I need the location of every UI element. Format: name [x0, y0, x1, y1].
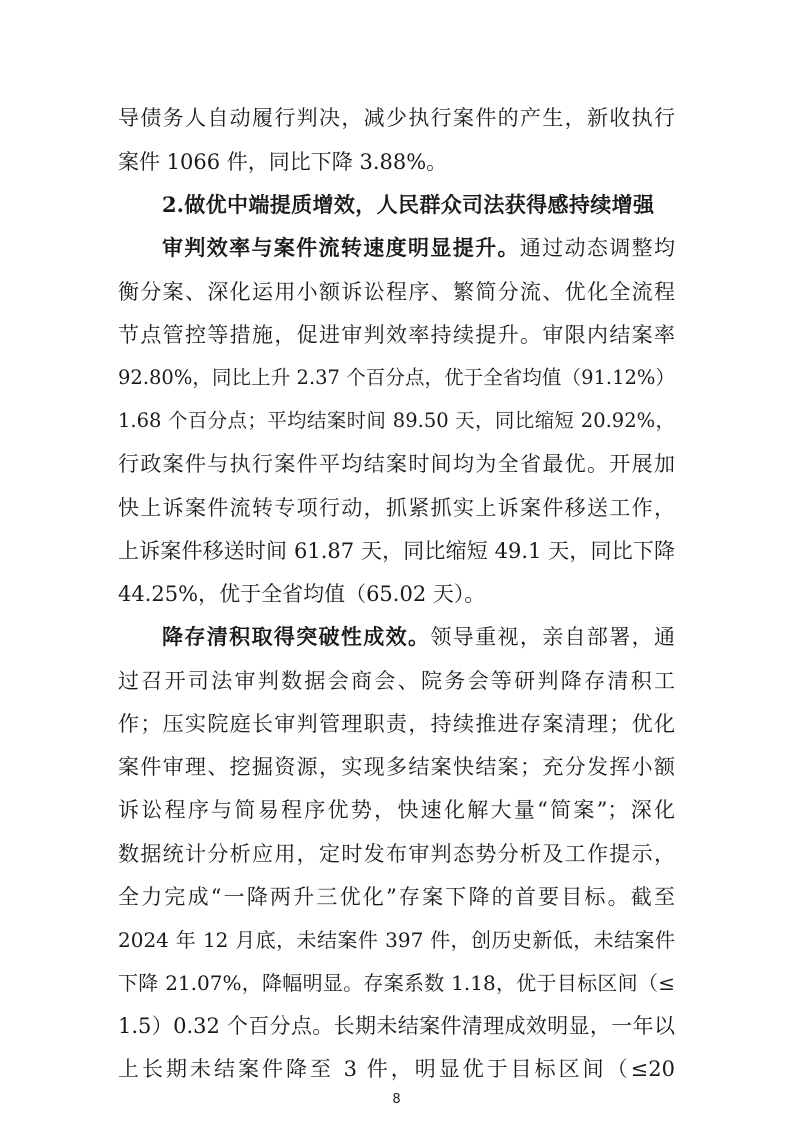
body-line: 92.80%，同比上升 2.37 个百分点，优于全省均值（91.12%）: [118, 366, 675, 389]
body-line: 1.68 个百分点；平均结案时间 89.50 天，同比缩短 20.92%，: [118, 409, 675, 432]
body-line: 44.25%，优于全省均值（65.02 天）。: [118, 582, 486, 606]
body-line: 上诉案件移送时间 61.87 天，同比缩短 49.1 天，同比下降: [118, 539, 675, 563]
body-line: 作；压实院庭长审判管理职责，持续推进存案清理；优化: [118, 712, 675, 736]
body-line: 过召开司法审判数据会商会、院务会等研判降存清积工: [118, 669, 675, 693]
paragraph-lead-bold: 降存清积取得突破性成效。: [162, 624, 431, 649]
body-line: 案件审理、挖掘资源，实现多结案快结案；充分发挥小额: [118, 755, 675, 779]
body-line: 衡分案、深化运用小额诉讼程序、繁简分流、优化全流程: [118, 280, 675, 304]
body-line: 快上诉案件流转专项行动，抓紧抓实上诉案件移送工作，: [118, 496, 675, 520]
paragraph-first-line: 审判效率与案件流转速度明显提升。通过动态调整均: [162, 235, 676, 260]
body-line: 上长期未结案件降至 3 件，明显优于目标区间（≤20: [118, 1057, 675, 1081]
page-number: 8: [392, 1092, 401, 1107]
body-line: 2024 年 12 月底，未结案件 397 件，创历史新低，未结案件: [118, 928, 675, 952]
body-line: 案件 1066 件，同比下降 3.88%。: [118, 150, 448, 174]
body-line: 全力完成“一降两升三优化”存案下降的首要目标。截至: [118, 885, 675, 909]
body-line: 导债务人自动履行判决，减少执行案件的产生，新收执行: [118, 106, 675, 130]
body-line: 行政案件与执行案件平均结案时间均为全省最优。开展加: [118, 452, 675, 476]
paragraph-lead-bold: 审判效率与案件流转速度明显提升。: [162, 235, 520, 260]
section-heading: 2.做优中端提质增效，人民群众司法获得感持续增强: [162, 192, 654, 217]
body-line: 数据统计分析应用，定时发布审判态势分析及工作提示，: [118, 842, 675, 866]
body-line: 下降 21.07%，降幅明显。存案系数 1.18，优于目标区间（≤: [118, 971, 675, 995]
body-line: 1.5）0.32 个百分点。长期未结案件清理成效明显，一年以: [118, 1014, 675, 1038]
body-line: 诉讼程序与简易程序优势，快速化解大量“简案”；深化: [118, 798, 675, 822]
body-line: 节点管控等措施，促进审判效率持续提升。审限内结案率: [118, 323, 675, 347]
paragraph-first-line: 降存清积取得突破性成效。领导重视，亲自部署，通: [162, 624, 676, 649]
